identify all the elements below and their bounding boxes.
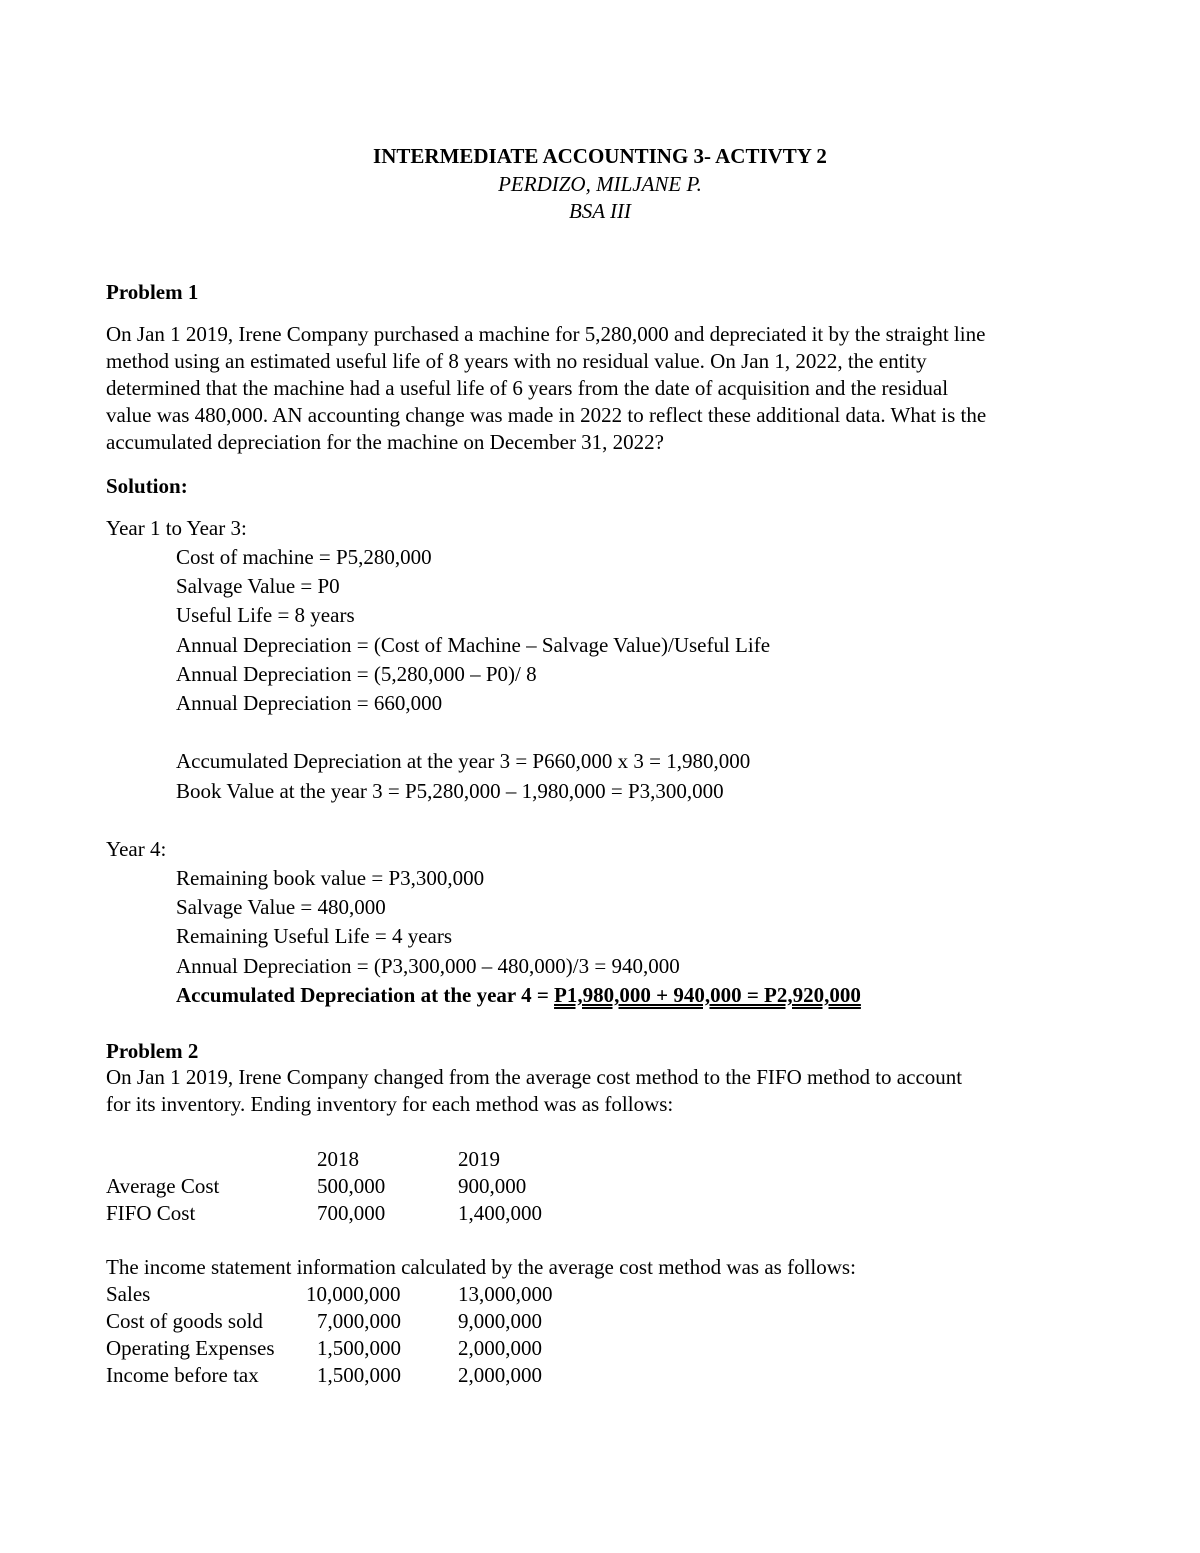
solution-heading: Solution: (106, 474, 188, 498)
document-title: INTERMEDIATE ACCOUNTING 3- ACTIVTY 2 (373, 144, 827, 168)
book-value-year3: Book Value at the year 3 = P5,280,000 – 1,980,000 = P3,300,000 (176, 779, 724, 803)
income-intro: The income statement information calculated by the average cost method was as follows: (106, 1255, 856, 1279)
calc-line: Cost of machine = P5,280,000 (176, 545, 432, 569)
problem2-intro (106, 1064, 1106, 1118)
cell-value: 1,500,000 (317, 1336, 401, 1360)
row-label: Sales (106, 1282, 151, 1306)
calc-line: Remaining Useful Life = 4 years (176, 924, 453, 948)
calc-line: Salvage Value = 480,000 (176, 895, 386, 919)
cell-value: 13,000,000 (458, 1282, 553, 1306)
year-header-2018: 2018 (317, 1147, 359, 1171)
year1to3-label: Year 1 to Year 3: (106, 516, 247, 540)
calc-line: Annual Depreciation = (P3,300,000 – 480,000)/3 = 940,000 (176, 954, 680, 978)
student-name: PERDIZO, MILJANE P. (498, 172, 702, 196)
question-line: method using an estimated useful life of 8 years with no residual value. On Jan 1, 2022, the entity (106, 349, 927, 373)
calc-line: Salvage Value = P0 (176, 574, 340, 598)
calc-line: Annual Depreciation = 660,000 (176, 691, 443, 715)
student-course: BSA III (568, 199, 631, 223)
question-line: determined that the machine had a useful life of 6 years from the date of acquisition and the residual (106, 376, 949, 400)
problem1-heading: Problem 1 (106, 280, 199, 304)
accumulated-depreciation-year3: Accumulated Depreciation at the year 3 = P660,000 x 3 = 1,980,000 (176, 749, 751, 773)
year4-label: Year 4: (106, 837, 167, 861)
year-header-2019: 2019 (458, 1147, 500, 1171)
intro-line: for its inventory. Ending inventory for each method was as follows: (106, 1092, 674, 1116)
cell-value: 1,400,000 (458, 1201, 542, 1225)
row-label: Operating Expenses (106, 1336, 275, 1360)
question-line: On Jan 1 2019, Irene Company purchased a machine for 5,280,000 and depreciated it by the straight line (106, 322, 986, 346)
row-label: Income before tax (106, 1363, 259, 1387)
question-line: value was 480,000. AN accounting change was made in 2022 to reflect these additional data. What is the (106, 403, 987, 427)
cell-value: 500,000 (317, 1174, 386, 1198)
final-answer-value: P1,980,000 + 940,000 = P2,920,000 (554, 983, 861, 1007)
cell-value: 10,000,000 (306, 1282, 401, 1306)
row-label: Cost of goods sold (106, 1309, 263, 1333)
problem2-heading: Problem 2 (106, 1039, 199, 1063)
cell-value: 9,000,000 (458, 1309, 542, 1333)
calc-line: Remaining book value = P3,300,000 (176, 866, 485, 890)
cell-value: 700,000 (317, 1201, 386, 1225)
intro-line: On Jan 1 2019, Irene Company changed from the average cost method to the FIFO method to account (106, 1065, 963, 1089)
final-answer-label: Accumulated Depreciation at the year 4 = (176, 983, 555, 1007)
calc-line: Annual Depreciation = (Cost of Machine – Salvage Value)/Useful Life (176, 633, 771, 657)
cell-value: 7,000,000 (317, 1309, 401, 1333)
cell-value: 2,000,000 (458, 1363, 542, 1387)
question-line: accumulated depreciation for the machine on December 31, 2022? (106, 430, 665, 454)
cell-value: 1,500,000 (317, 1363, 401, 1387)
calc-line: Annual Depreciation = (5,280,000 – P0)/ 8 (176, 662, 537, 686)
row-label: Average Cost (106, 1174, 220, 1198)
cell-value: 2,000,000 (458, 1336, 542, 1360)
problem1-question (106, 321, 1106, 456)
final-answer (176, 983, 861, 1008)
calc-line: Useful Life = 8 years (176, 603, 355, 627)
cell-value: 900,000 (458, 1174, 527, 1198)
row-label: FIFO Cost (106, 1201, 196, 1225)
